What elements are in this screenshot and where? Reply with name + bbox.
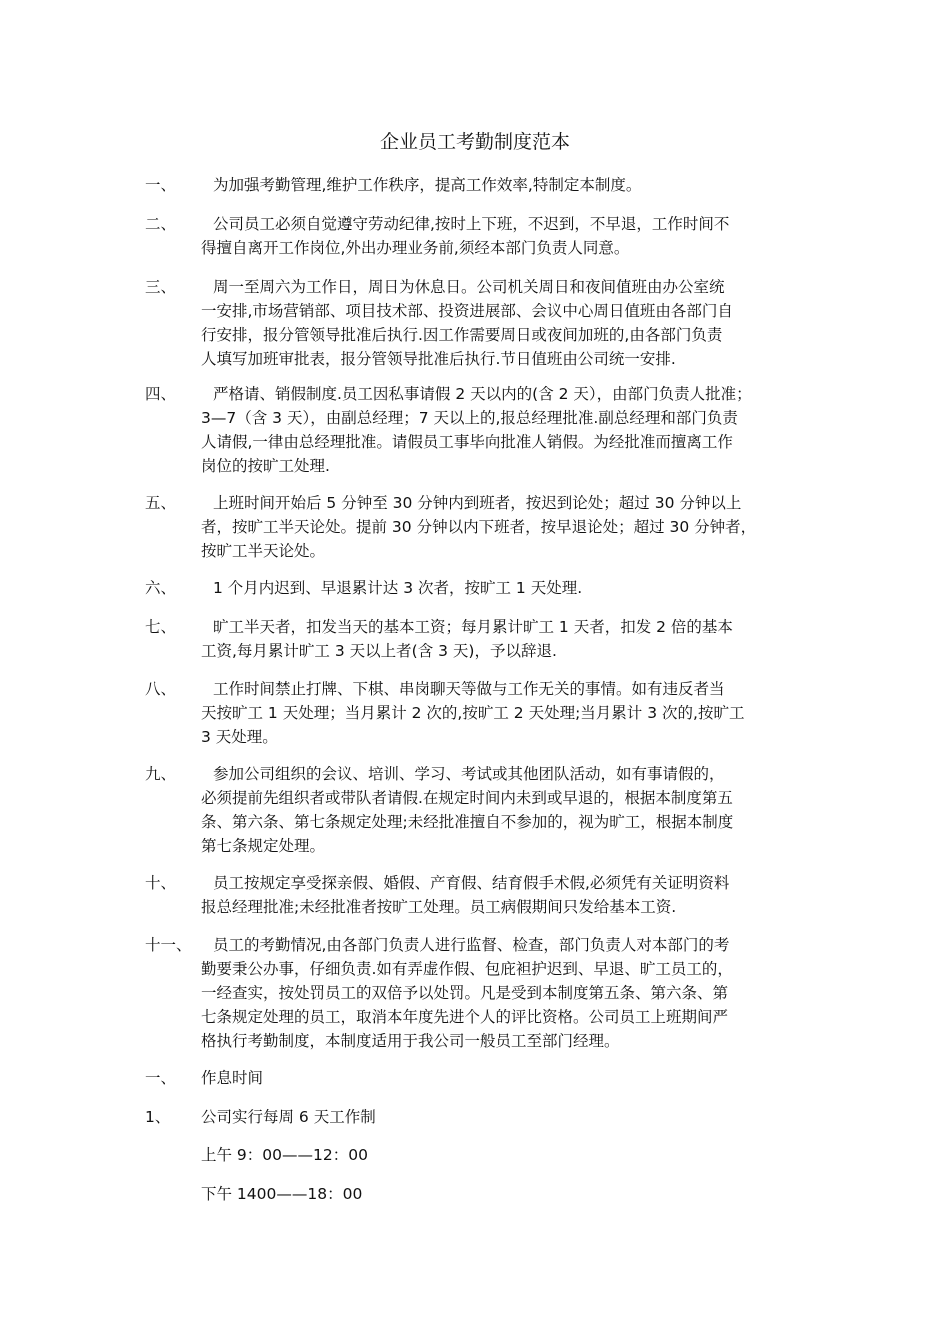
- article-3: [145, 275, 815, 371]
- article-11: [145, 933, 815, 1053]
- article-8: [145, 677, 815, 749]
- subsection-number: 1、: [145, 1108, 171, 1126]
- article-text: 1 个月内迟到、早退累计达 3 次者，按旷工 1 天处理.: [213, 579, 583, 597]
- article-6: [145, 576, 815, 600]
- subsection-text: 公司实行每周 6 天工作制: [201, 1108, 376, 1126]
- subsection-heading: [145, 1105, 815, 1129]
- article-10: [145, 871, 815, 919]
- article-9: [145, 762, 815, 858]
- article-text: 参加公司组织的会议、培训、学习、考试或其他团队活动，如有事请假的， 必须提前先组织者或带队者请假.在规定时间内未到或早退的，根据本制度第五 条、第六条、第七条规定处理;未经批准擅自不参加的，视为旷工，根据本制度 第七条规定处理。: [201, 765, 734, 855]
- article-text: 旷工半天者，扣发当天的基本工资；每月累计旷工 1 天者，扣发 2 倍的基本 工资,每月累计旷工 3 天以上者(含 3 天)，予以辞退.: [201, 618, 733, 660]
- article-1: [145, 173, 815, 197]
- article-7: [145, 615, 815, 663]
- article-number: 七、: [145, 618, 177, 636]
- article-text: 周一至周六为工作日，周日为休息日。公司机关周日和夜间值班由办公室统 一安排,市场营销部、项目技术部、投资进展部、会议中心周日值班由各部门自 行安排，报分管领导批准后执行.因工作需要周日或夜间加班的,由各部门负责 人填写加班审批表，报分管领导批准后执行.节日值班由公司统一安排.: [201, 278, 733, 368]
- article-number: 十一、: [145, 936, 192, 954]
- section-text: 作息时间: [201, 1069, 264, 1087]
- article-number: 五、: [145, 494, 177, 512]
- article-number: 三、: [145, 278, 177, 296]
- schedule-afternoon: 下午 1400——18：00: [201, 1185, 363, 1203]
- section-number: 一、: [145, 1069, 177, 1087]
- article-text: 公司员工必须自觉遵守劳动纪律,按时上下班，不迟到，不早退，工作时间不 得擅自离开工作岗位,外出办理业务前,须经本部门负责人同意。: [201, 215, 730, 257]
- article-number: 六、: [145, 579, 177, 597]
- article-number: 十、: [145, 874, 177, 892]
- article-number: 八、: [145, 680, 177, 698]
- article-4: [145, 382, 815, 478]
- article-2: [145, 212, 815, 260]
- article-text: 为加强考勤管理,维护工作秩序，提高工作效率,特制定本制度。: [213, 176, 642, 194]
- article-text: 工作时间禁止打牌、下棋、串岗聊天等做与工作无关的事情。如有违反者当 天按旷工 1 天处理；当月累计 2 次的,按旷工 2 天处理;当月累计 3 次的,按旷工 3 天处理。: [201, 680, 745, 746]
- article-number: 一、: [145, 176, 177, 194]
- article-text: 员工的考勤情况,由各部门负责人进行监督、检查，部门负责人对本部门的考 勤要秉公办事，仔细负责.如有弄虚作假、包庇袒护迟到、早退、旷工员工的， 一经查实，按处罚员工的双倍予以处罚。凡是受到本制度第五条、第六条、第 七条规定处理的员工，取消本年度先进个人的评比资格。公司员工上班期间严 格执行考勤制度，本制度适用于我公司一般员工至部门经理。: [201, 936, 733, 1050]
- schedule-morning: 上午 9：00——12：00: [201, 1146, 368, 1164]
- section-heading: [145, 1066, 815, 1090]
- document-title: 企业员工考勤制度范本: [379, 131, 570, 153]
- article-text: 严格请、销假制度.员工因私事请假 2 天以内的(含 2 天），由部门负责人批准； 3—7（含 3 天），由副总经理；7 天以上的,报总经理批准.副总经理和部门负责 人请假,一律由总经理批准。请假员工事毕向批准人销假。为经批准而擅离工作 岗位的按旷工处理.: [201, 385, 752, 475]
- article-number: 九、: [145, 765, 177, 783]
- article-text: 员工按规定享受探亲假、婚假、产育假、结育假手术假,必须凭有关证明资料 报总经理批准;未经批准者按旷工处理。员工病假期间只发给基本工资.: [201, 874, 730, 916]
- article-text: 上班时间开始后 5 分钟至 30 分钟内到班者，按迟到论处；超过 30 分钟以上 者，按旷工半天论处。提前 30 分钟以内下班者，按早退论处；超过 30 分钟者， 按旷工半天论处。: [201, 494, 757, 560]
- article-number: 四、: [145, 385, 177, 403]
- article-number: 二、: [145, 215, 177, 233]
- article-5: [145, 491, 815, 563]
